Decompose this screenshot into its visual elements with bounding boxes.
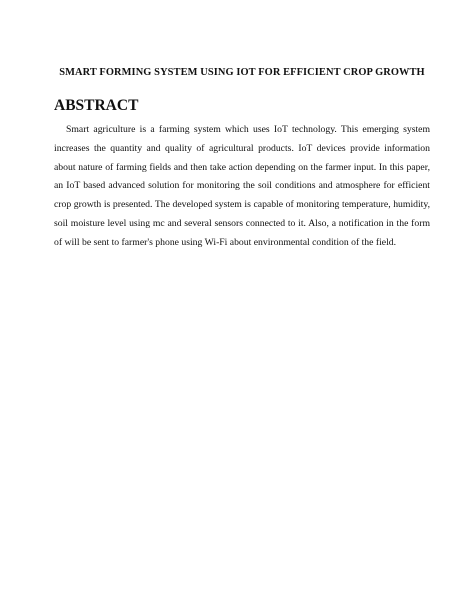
- document-title: SMART FORMING SYSTEM USING IOT FOR EFFICIENT CROP GROWTH: [59, 67, 425, 78]
- abstract-paragraph: Smart agriculture is a farming system which uses IoT technology. This emerging system increases the quantity and quality of agricultural products. IoT devices provide information about nature of farming fields and then take action depending on the farmer input. In this paper, an IoT based advanced solution for monitoring the soil conditions and atmosphere for efficient crop growth is presented. The developed system is capable of monitoring temperature, humidity, soil moisture level using mc and several sensors connected to it. Also, a notification in the form of will be sent to farmer's phone using Wi-Fi about environmental condition of the field.: [54, 124, 430, 248]
- abstract-heading: ABSTRACT: [54, 97, 139, 114]
